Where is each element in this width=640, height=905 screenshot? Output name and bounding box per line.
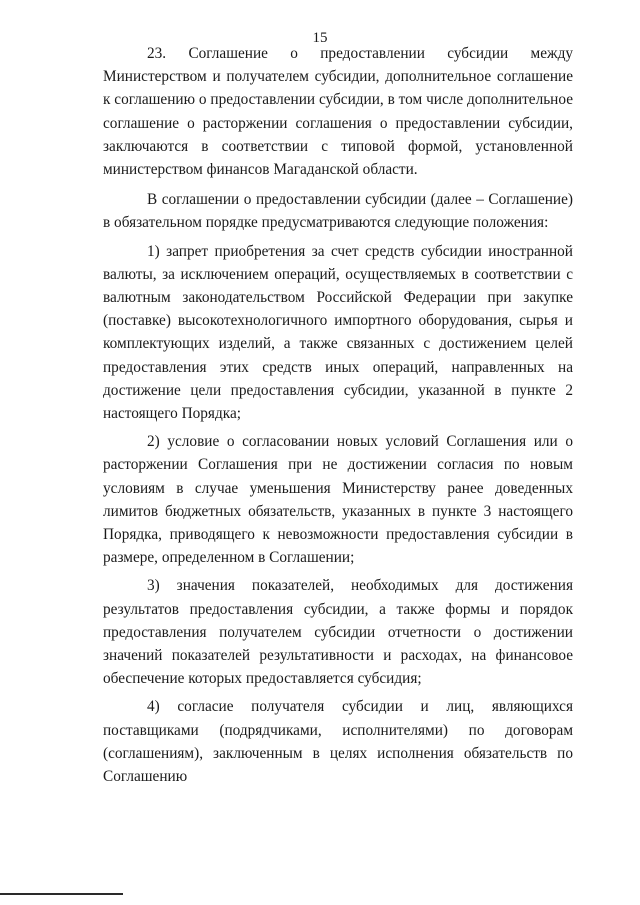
paragraph-23: 23. Соглашение о предоставлении субсидии между Министерством и получателем субсидии, дополнительное соглашение к соглашению о предоставлении субсидии, в том числе дополнительное соглашение о расторжении соглашения о предоставлении субсидии, заключаются в соответствии с типовой формой, установленной министерством финансов Магаданской области. (103, 45, 573, 179)
paragraph-agreement-provisions-intro: В соглашении о предоставлении субсидии (далее – Соглашение) в обязательном порядке предусматриваются следующие положения: (103, 191, 573, 232)
list-item-1: 1) запрет приобретения за счет средств субсидии иностранной валюты, за исключением операций, осуществляемых в соответствии с валютным законодательством Российской Федерации при закупке (поставке) высокотехнологичного импортного оборудования, сырья и комплектующих изделий, а также связанных с достижением целей предоставления этих средств иных операций, направленных на достижение цели предоставления субсидии, указанной в пункте 2 настоящего Порядка; (103, 242, 573, 423)
list-item-4: 4) согласие получателя субсидии и лиц, являющихся поставщиками (подрядчиками, исполнителями) по договорам (соглашениям), заключенным в целях исполнения обязательств по Соглашению (103, 698, 573, 786)
footer-divider (0, 893, 123, 895)
list-item-3: 3) значения показателей, необходимых для достижения результатов предоставления субсидии, а также формы и порядок предоставления получателем субсидии отчетности о достижении значений показателей результативности и расходах, на финансовое обеспечение которых предоставляется субсидия; (103, 577, 573, 688)
page-number: 15 (312, 30, 328, 46)
document-body (103, 42, 573, 788)
list-item-2: 2) условие о согласовании новых условий Соглашения или о расторжении Соглашения при не достижении согласия по новым условиям в случае уменьшения Министерству ранее доведенных лимитов бюджетных обязательств, указанных в пункте 3 настоящего Порядка, приводящего к невозможности предоставления субсидии в размере, определенном в Соглашении; (103, 433, 573, 567)
